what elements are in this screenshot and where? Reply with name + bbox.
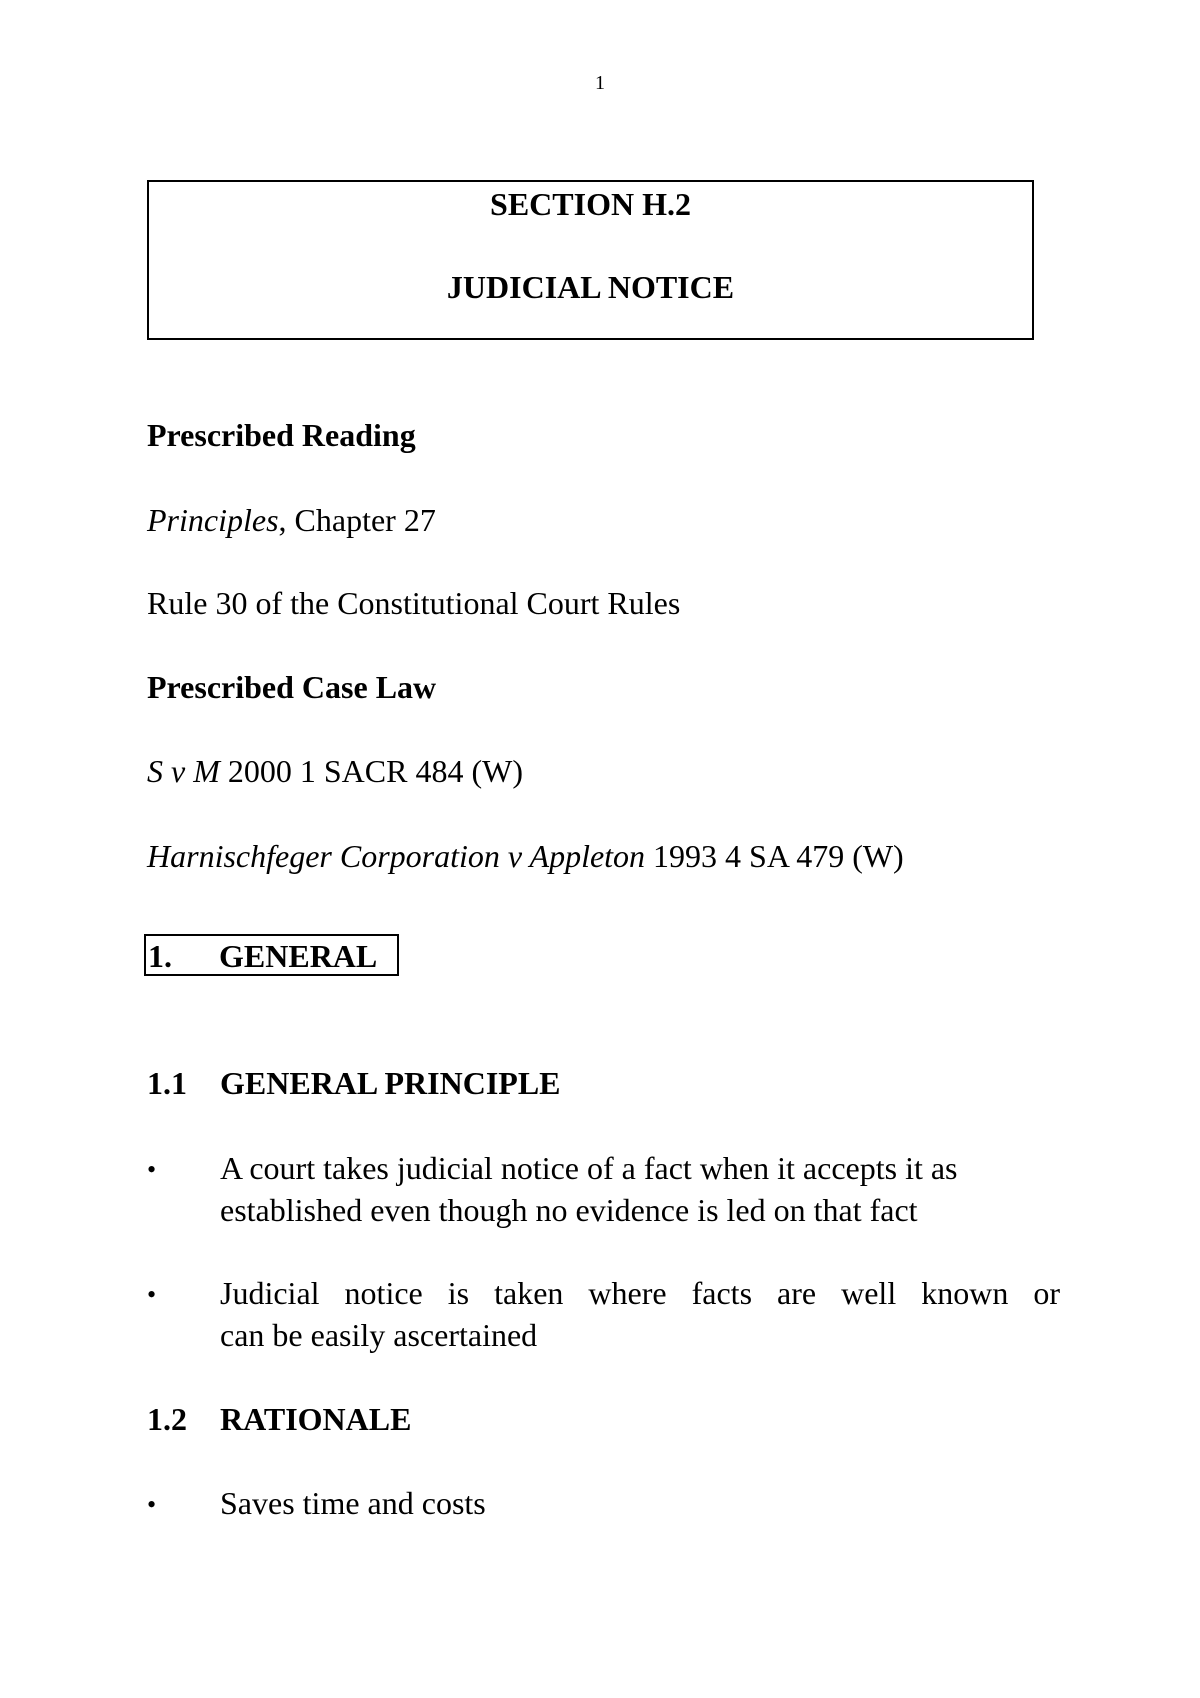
section-1-heading	[144, 934, 399, 976]
prescribed-reading-heading: Prescribed Reading	[147, 417, 416, 453]
section-1-2-title: RATIONALE	[220, 1401, 412, 1437]
bullet-icon: •	[147, 1155, 157, 1184]
bullet-2-line-1: Judicial notice is taken where facts are well known or	[220, 1275, 1060, 1311]
bullet-2-line-2: can be easily ascertained	[220, 1317, 538, 1353]
book-chapter: , Chapter 27	[278, 502, 436, 538]
prescribed-case-law-heading: Prescribed Case Law	[147, 669, 437, 705]
prescribed-reading-item-1	[147, 502, 436, 539]
bullet-icon: •	[147, 1280, 157, 1309]
bullet-1-line-2: established even though no evidence is led on that fact	[220, 1192, 918, 1228]
case-name: S v M	[147, 753, 220, 789]
bullet-1-line-1: A court takes judicial notice of a fact when it accepts it as	[220, 1150, 958, 1186]
bullet-1-text: Saves time and costs	[220, 1485, 486, 1521]
case-law-item-1	[147, 753, 523, 790]
section-1-1-number: 1.1	[147, 1065, 187, 1101]
case-citation: 1993 4 SA 479 (W)	[645, 838, 904, 874]
section-title: JUDICIAL NOTICE	[446, 269, 735, 305]
section-title-box	[147, 180, 1034, 340]
case-name: Harnischfeger Corporation v Appleton	[147, 838, 646, 874]
section-number: 1.	[148, 938, 172, 974]
case-citation: 2000 1 SACR 484 (W)	[219, 753, 523, 789]
prescribed-reading-item-2: Rule 30 of the Constitutional Court Rules	[147, 585, 681, 621]
section-1-1-title: GENERAL PRINCIPLE	[220, 1065, 561, 1101]
case-law-item-2	[147, 838, 904, 875]
section-1-2-number: 1.2	[147, 1401, 187, 1437]
bullet-icon: •	[147, 1490, 157, 1519]
section-label: SECTION H.2	[490, 186, 691, 222]
book-title: Principles	[147, 502, 279, 538]
page-number: 1	[595, 72, 605, 94]
section-title: GENERAL	[219, 938, 378, 974]
